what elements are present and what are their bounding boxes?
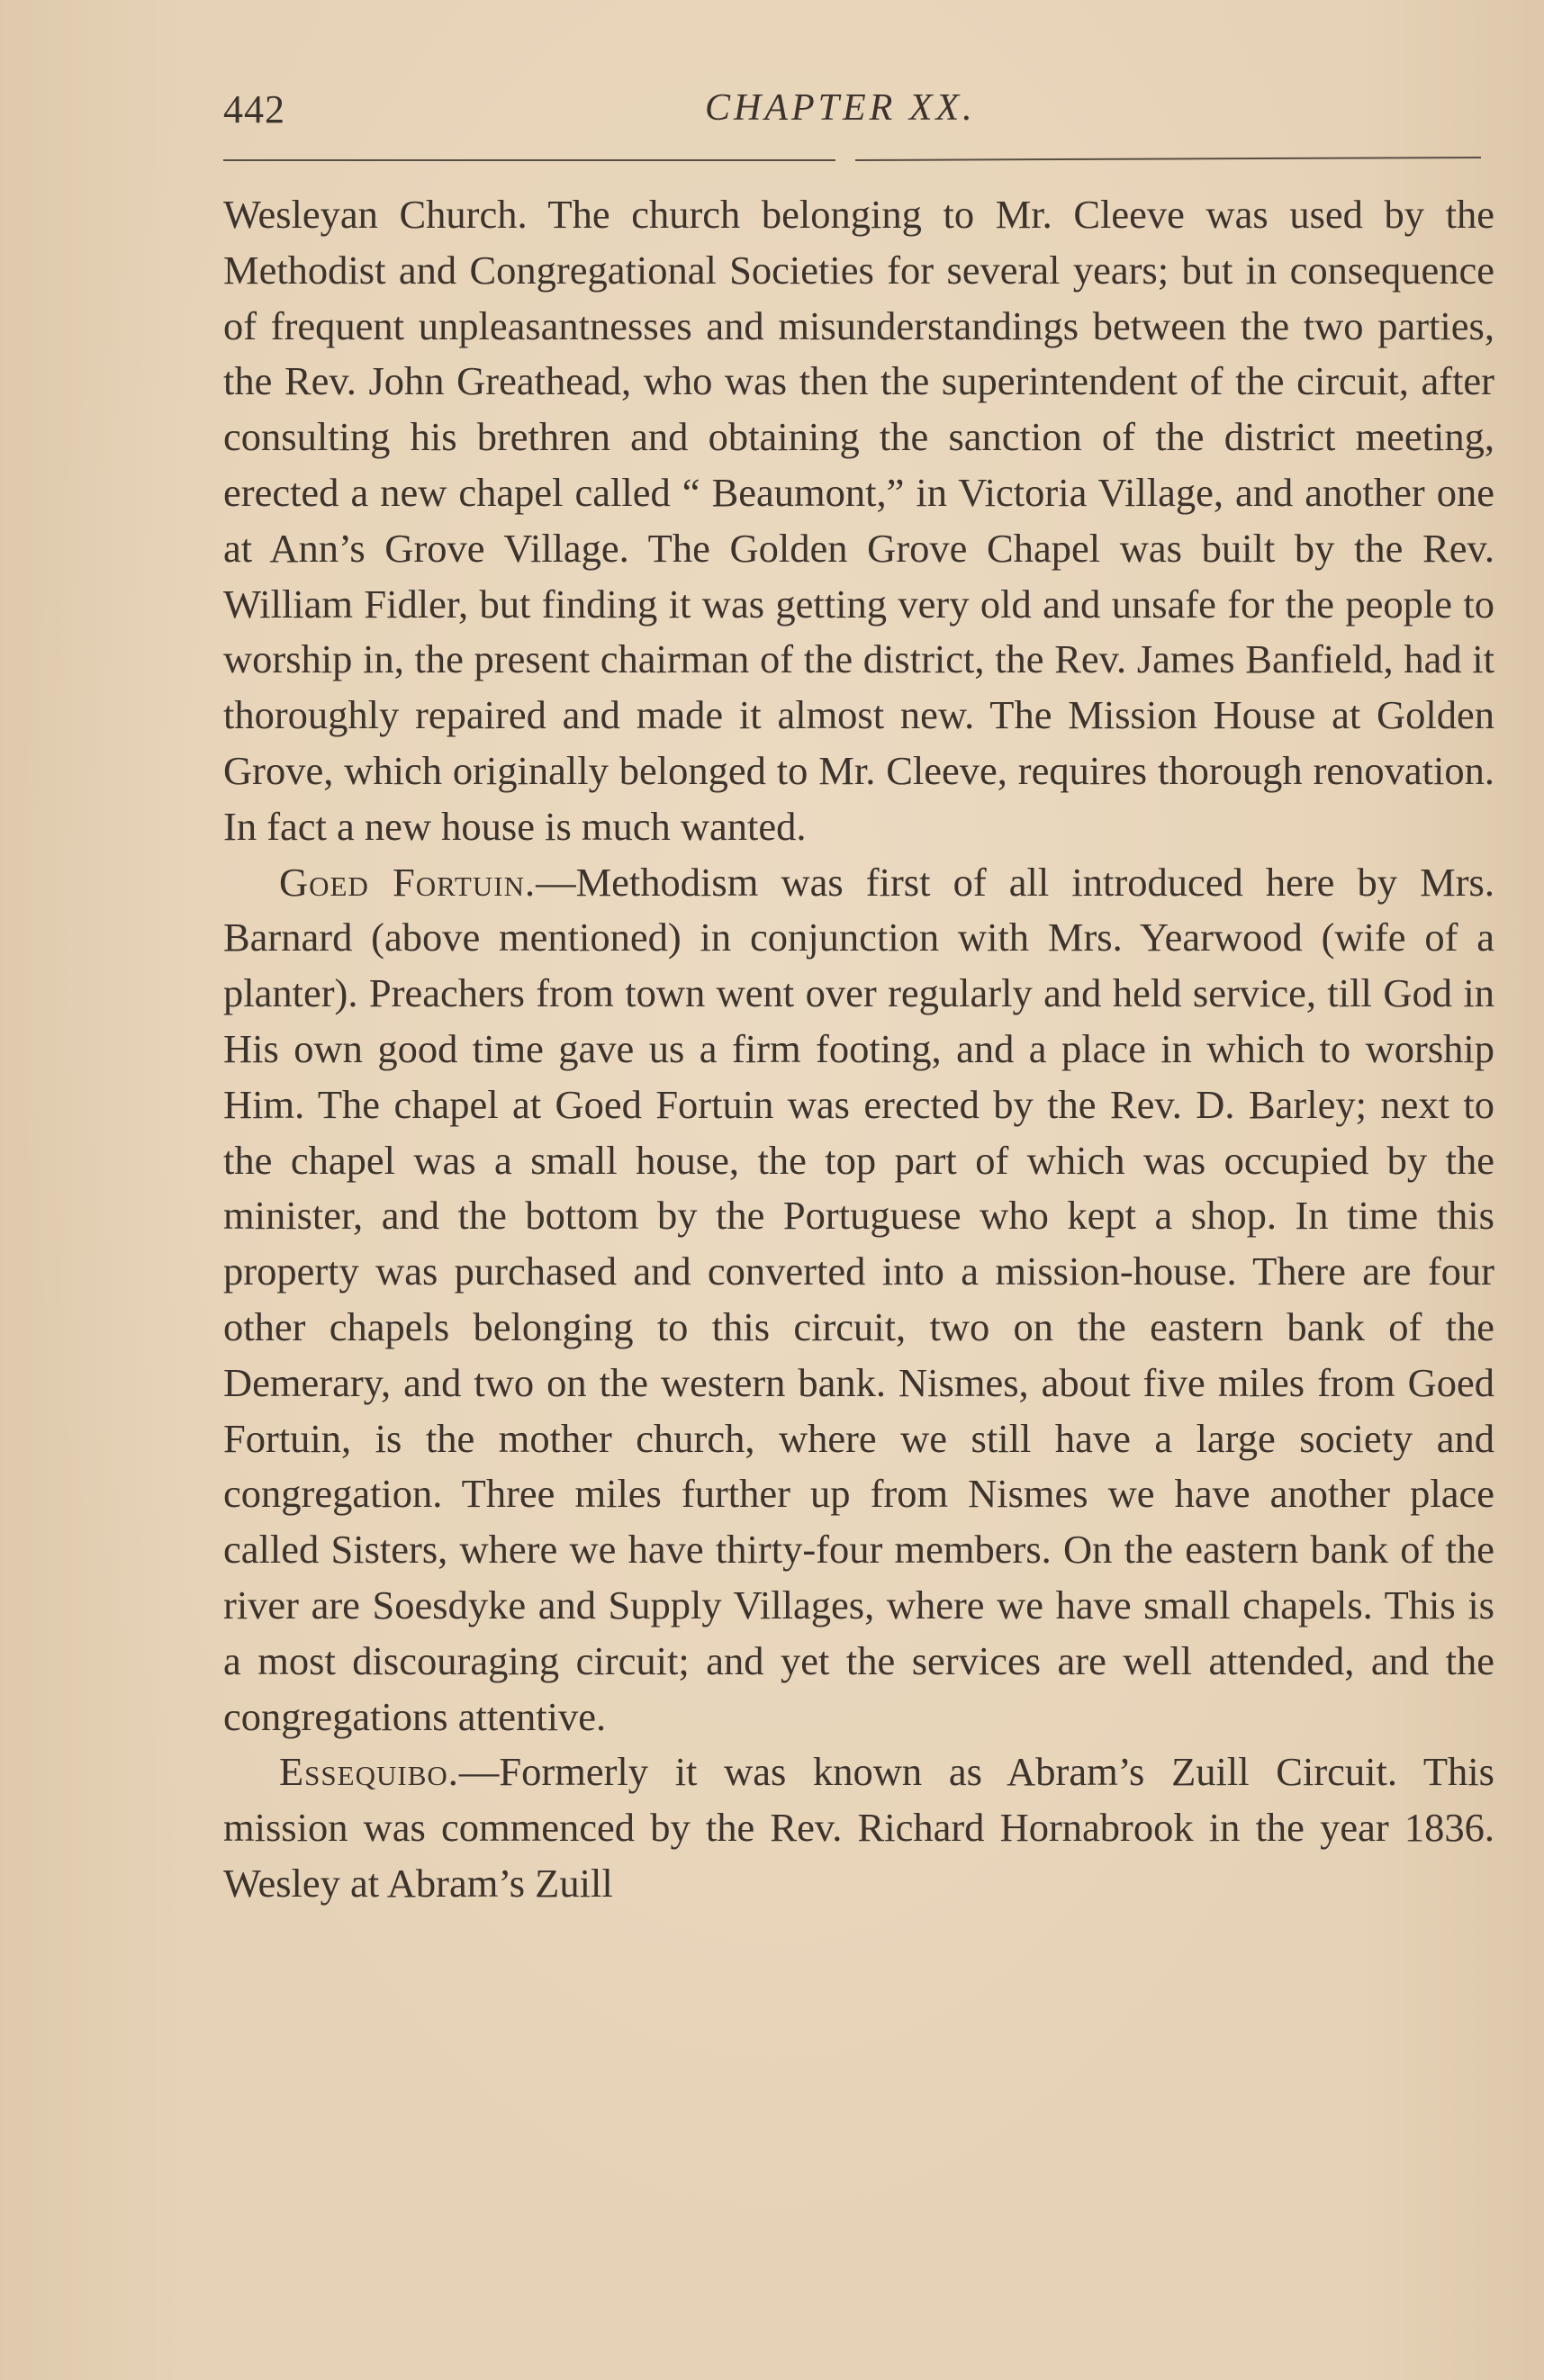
- paragraph-3-text: —Formerly it was known as Abram’s Zuill Circuit. This mission was commenced by the Rev. Richard Hornabrook in the year 1836. Wesley at Abram’s Zuill: [223, 1749, 1494, 1906]
- paragraph-3: [223, 1744, 1494, 1911]
- running-head: CHAPTER XX.: [705, 87, 976, 129]
- page-number: 442: [223, 87, 285, 131]
- paragraph-1-text: Wesleyan Church. The church belonging to Mr. Cleeve was used by the Methodist and Congregational Societies for several years; but in consequence of frequent unpleasantnesses and misunderstandings between the two parties, the Rev. John Greathead, who was then the superintendent of the circuit, after consulting his brethren and obtaining the sanction of the district meeting, erected a new chapel called “ Beaumont,” in Victoria Village, and another one at Ann’s Grove Village. The Golden Grove Chapel was built by the Rev. William Fidler, but finding it was getting very old and unsafe for the people to worship in, the present chairman of the district, the Rev. James Banfield, had it thoroughly repaired and made it almost new. The Mission House at Golden Grove, which originally belonged to Mr. Cleeve, requires thorough renovation. In fact a new house is much wanted.: [223, 192, 1494, 849]
- paragraph-2-text: —Methodism was first of all introduced here by Mrs. Barnard (above mentioned) in conjunction with Mrs. Yearwood (wife of a planter). Preachers from town went over regularly and held service, till God in His own good time gave us a firm footing, and a place in which to worship Him. The chapel at Goed Fortuin was erected by the Rev. D. Barley; next to the chapel was a small house, the top part of which was occupied by the minister, and the bottom by the Portuguese who kept a shop. In time this property was purchased and converted into a mission-house. There are four other chapels belonging to this circuit, two on the eastern bank of the Demerary, and two on the western bank. Nismes, about five miles from Goed Fortuin, is the mother church, where we still have a large society and congregation. Three miles further up from Nismes we have another place called Sisters, where we have thirty-four members. On the eastern bank of the river are Soesdyke and Supply Villages, where we have small chapels. This is a most discouraging circuit; and yet the services are well attended, and the congregations attentive.: [223, 859, 1494, 1739]
- paragraph-1: [223, 187, 1494, 855]
- page-header: [223, 79, 1484, 142]
- paragraph-2: [223, 855, 1494, 1745]
- header-rule-left: [223, 159, 835, 161]
- section-heading-essequibo: Essequibo.: [279, 1749, 459, 1795]
- body-text: [223, 187, 1494, 1912]
- section-heading-goed-fortuin: Goed Fortuin.: [279, 859, 537, 905]
- header-rule-right: [855, 157, 1481, 161]
